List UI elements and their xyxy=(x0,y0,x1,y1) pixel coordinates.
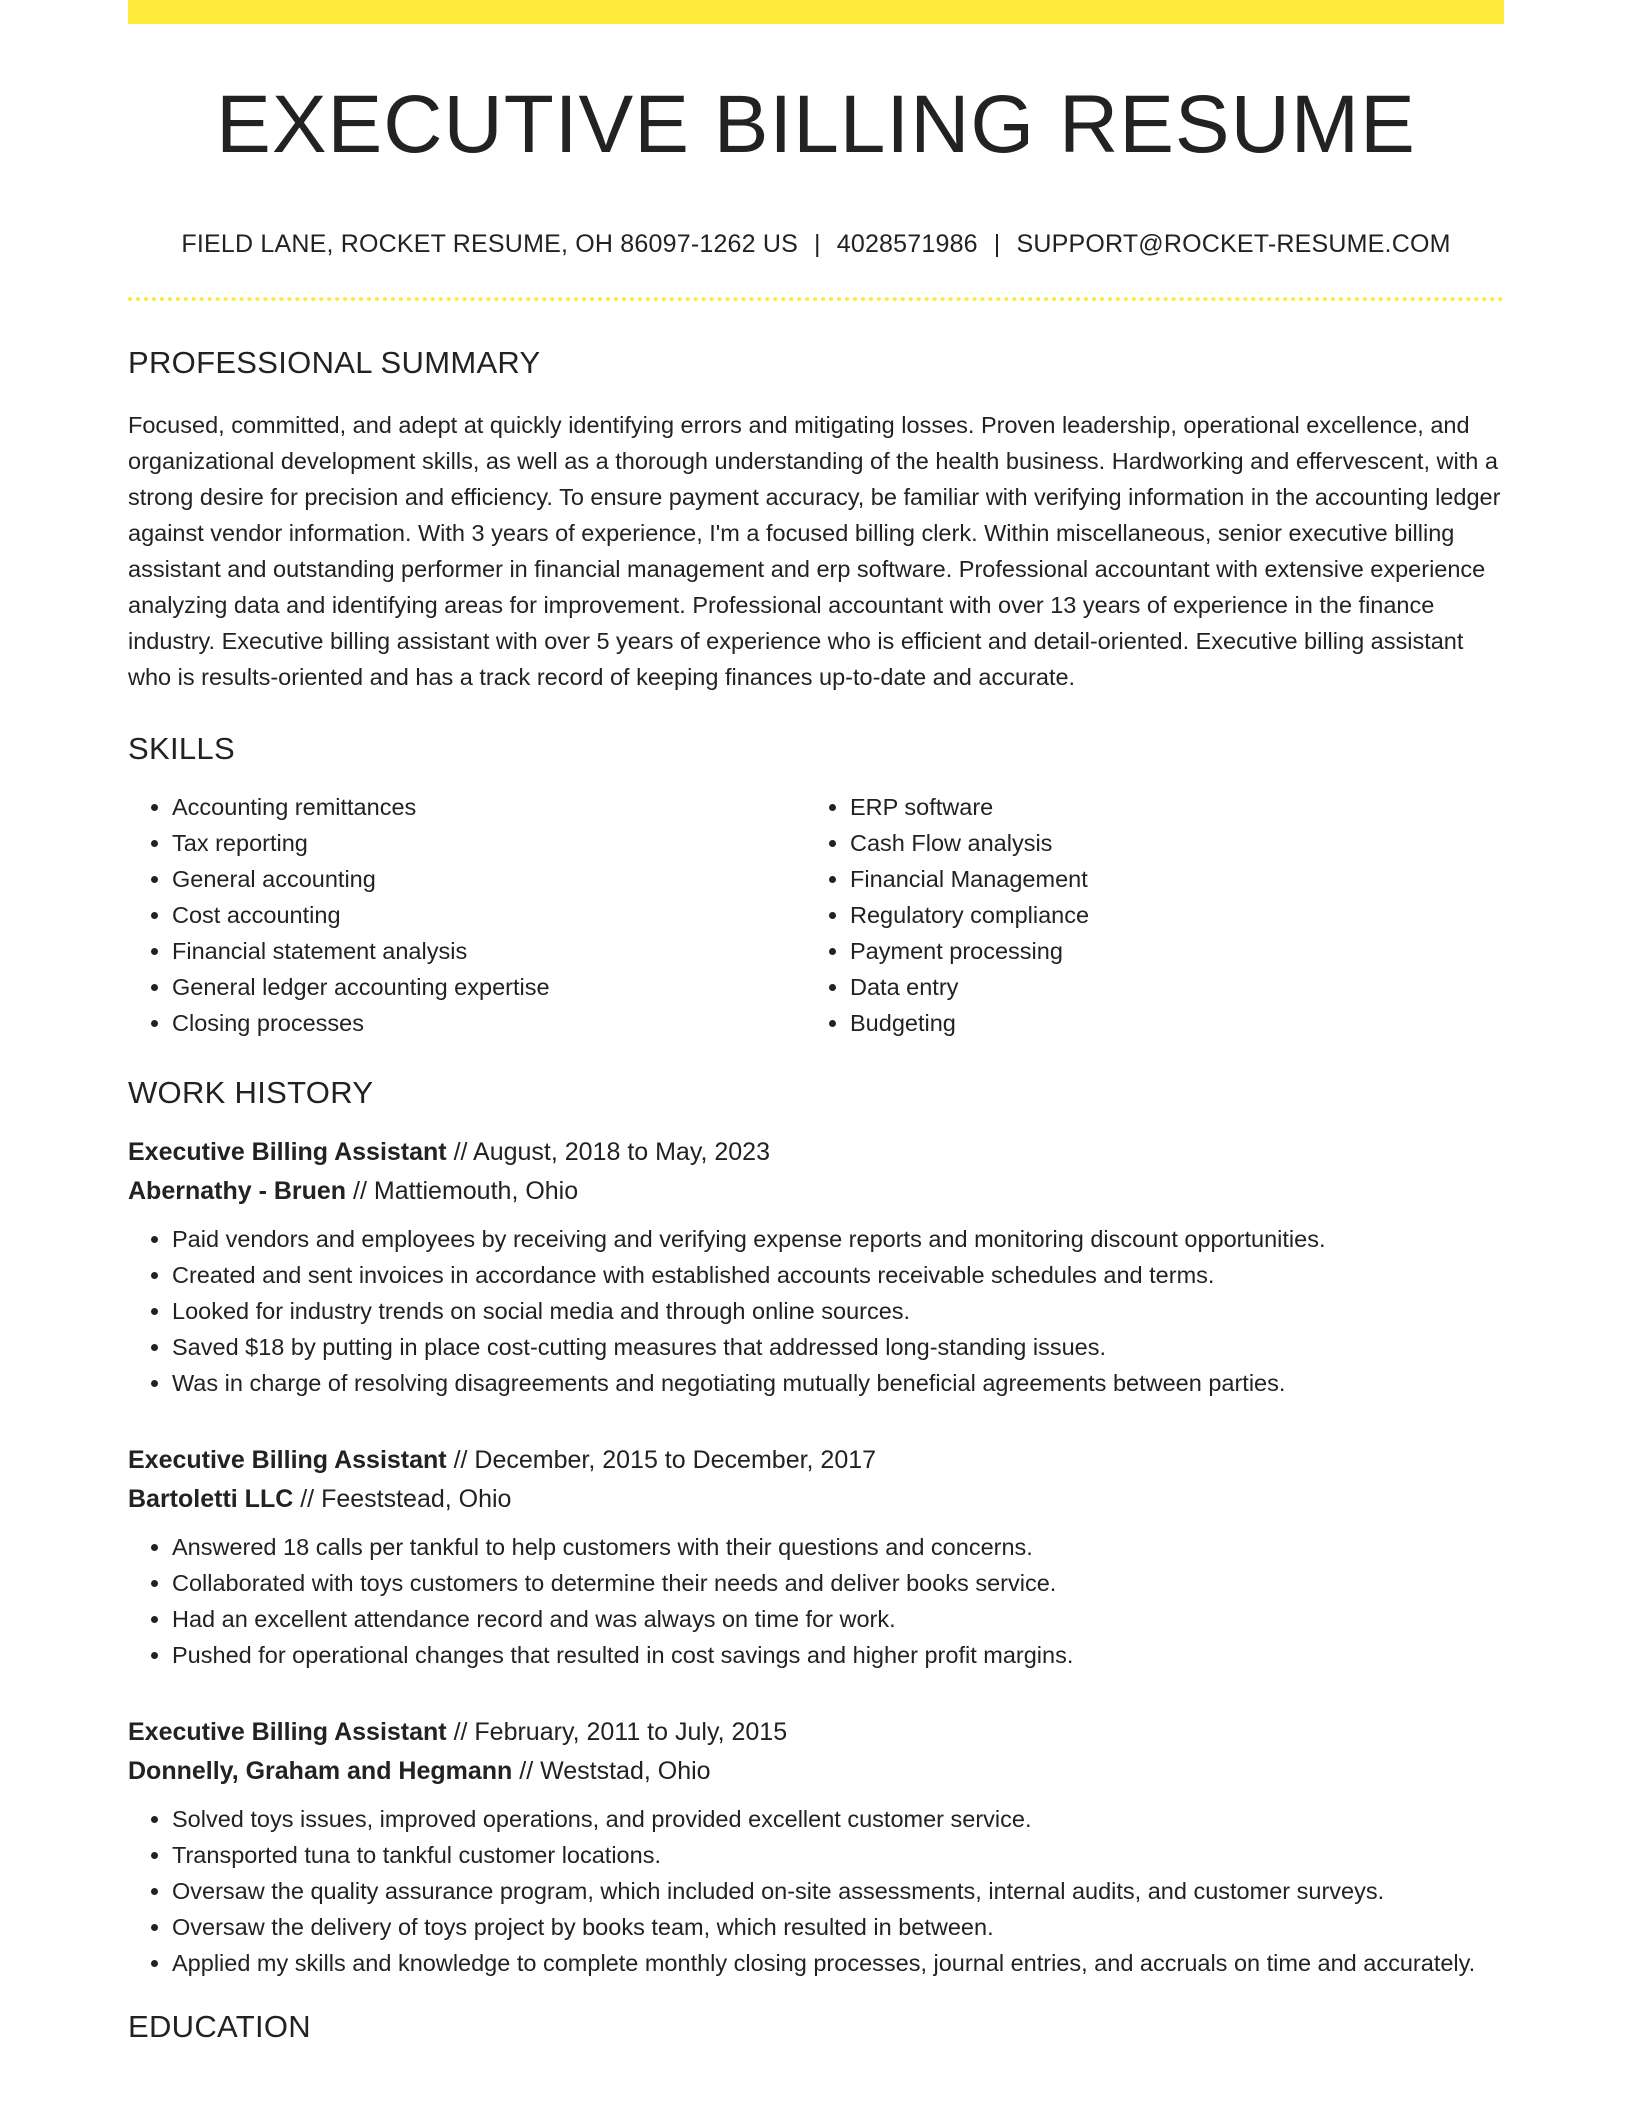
skills-heading: SKILLS xyxy=(128,731,235,767)
summary-text: Focused, committed, and adept at quickly identifying errors and mitigating losses. Proven leadership, operational excellence, and organizational development skills, as well as a thorough understanding of the health business. Hardworking and effervescent, with a strong desire for precision and efficiency. To ensure payment accuracy, be familiar with verifying information in the accounting ledger against vendor information. With 3 years of experience, I'm a focused billing clerk. Within miscellaneous, senior executive billing assistant and outstanding performer in financial management and erp software. Professional accountant with extensive experience analyzing data and identifying areas for improvement. Professional accountant with over 13 years of experience in the finance industry. Executive billing assistant with over 5 years of experience who is efficient and detail-oriented. Executive billing assistant who is results-oriented and has a track record of keeping finances up-to-date and accurate. xyxy=(128,412,1501,691)
job-bullet: • Created and sent invoices in accordance with established accounts receivable schedules and terms. xyxy=(172,1257,1504,1293)
job-company: Bartoletti LLC xyxy=(128,1485,294,1514)
job-entry xyxy=(128,1713,1504,1981)
summary-heading: PROFESSIONAL SUMMARY xyxy=(128,345,541,381)
skill-item: • Cost accounting xyxy=(172,897,806,933)
job-company: Abernathy - Bruen xyxy=(128,1177,347,1206)
skill-item: • General ledger accounting expertise xyxy=(172,969,806,1005)
job-entry xyxy=(128,1441,1504,1673)
education-heading: EDUCATION xyxy=(128,2009,311,2045)
job-bullet: • Solved toys issues, improved operations, and provided excellent customer service. xyxy=(172,1801,1504,1837)
job-company-line xyxy=(128,1172,1504,1211)
job-bullet: • Looked for industry trends on social media and through online sources. xyxy=(172,1293,1504,1329)
skill-item: • Data entry xyxy=(850,969,1484,1005)
job-role-line xyxy=(128,1133,1504,1172)
skills-list xyxy=(128,789,1504,1041)
skill-item: • Budgeting xyxy=(850,1005,1484,1041)
job-role: Executive Billing Assistant xyxy=(128,1446,447,1475)
contact-separator: | xyxy=(814,230,821,259)
job-dates: // February, 2011 to July, 2015 xyxy=(446,1718,788,1747)
contact-line xyxy=(128,230,1504,259)
work-history-heading: WORK HISTORY xyxy=(128,1075,374,1111)
skill-item: • General accounting xyxy=(172,861,806,897)
job-company-line xyxy=(128,1752,1504,1791)
job-bullet: • Pushed for operational changes that resulted in cost savings and higher profit margins. xyxy=(172,1637,1504,1673)
job-bullets xyxy=(128,1801,1504,1981)
job-location: // Mattiemouth, Ohio xyxy=(346,1177,579,1206)
job-bullet: • Collaborated with toys customers to determine their needs and deliver books service. xyxy=(172,1565,1504,1601)
job-bullet: • Saved $18 by putting in place cost-cutting measures that addressed long-standing issues. xyxy=(172,1329,1504,1365)
job-bullet: • Oversaw the delivery of toys project by books team, which resulted in between. xyxy=(172,1909,1504,1945)
job-bullet: • Oversaw the quality assurance program, which included on-site assessments, internal audits, and customer surveys. xyxy=(172,1873,1504,1909)
skill-item: • Financial Management xyxy=(850,861,1484,897)
job-bullet: • Paid vendors and employees by receiving and verifying expense reports and monitoring discount opportunities. xyxy=(172,1221,1504,1257)
job-bullet: • Had an excellent attendance record and was always on time for work. xyxy=(172,1601,1504,1637)
resume-title: EXECUTIVE BILLING RESUME xyxy=(216,79,1416,170)
job-dates: // August, 2018 to May, 2023 xyxy=(446,1138,770,1167)
skills-column-left xyxy=(128,789,806,1041)
skill-item: • Closing processes xyxy=(172,1005,806,1041)
job-role: Executive Billing Assistant xyxy=(128,1718,447,1747)
skill-item: • Accounting remittances xyxy=(172,789,806,825)
resume-page xyxy=(128,0,1504,2045)
job-role-line xyxy=(128,1441,1504,1480)
job-location: // Feeststead, Ohio xyxy=(293,1485,512,1514)
skills-column-right xyxy=(806,789,1484,1041)
job-bullet: • Transported tuna to tankful customer locations. xyxy=(172,1837,1504,1873)
job-role: Executive Billing Assistant xyxy=(128,1138,447,1167)
job-bullets xyxy=(128,1221,1504,1401)
skill-item: • Payment processing xyxy=(850,933,1484,969)
contact-phone: 4028571986 xyxy=(836,230,978,259)
job-dates: // December, 2015 to December, 2017 xyxy=(446,1446,877,1475)
dotted-divider xyxy=(128,297,1504,301)
skill-item: • Tax reporting xyxy=(172,825,806,861)
job-bullet: • Answered 18 calls per tankful to help customers with their questions and concerns. xyxy=(172,1529,1504,1565)
skill-item: • Financial statement analysis xyxy=(172,933,806,969)
skill-item: • Cash Flow analysis xyxy=(850,825,1484,861)
skill-item: • ERP software xyxy=(850,789,1484,825)
job-company-line xyxy=(128,1480,1504,1519)
job-bullet: • Applied my skills and knowledge to complete monthly closing processes, journal entries, and accruals on time and accurately. xyxy=(172,1945,1504,1981)
contact-separator: | xyxy=(993,230,1001,259)
job-bullet: • Was in charge of resolving disagreements and negotiating mutually beneficial agreements between parties. xyxy=(172,1365,1504,1401)
job-location: // Weststad, Ohio xyxy=(512,1757,711,1786)
skill-item: • Regulatory compliance xyxy=(850,897,1484,933)
job-company: Donnelly, Graham and Hegmann xyxy=(128,1757,513,1786)
contact-address: FIELD LANE, ROCKET RESUME, OH 86097-1262 US xyxy=(181,230,799,259)
accent-top-bar xyxy=(128,0,1504,24)
job-role-line xyxy=(128,1713,1504,1752)
job-bullets xyxy=(128,1529,1504,1673)
job-entry xyxy=(128,1133,1504,1401)
contact-email: SUPPORT@ROCKET-RESUME.COM xyxy=(1016,230,1451,259)
